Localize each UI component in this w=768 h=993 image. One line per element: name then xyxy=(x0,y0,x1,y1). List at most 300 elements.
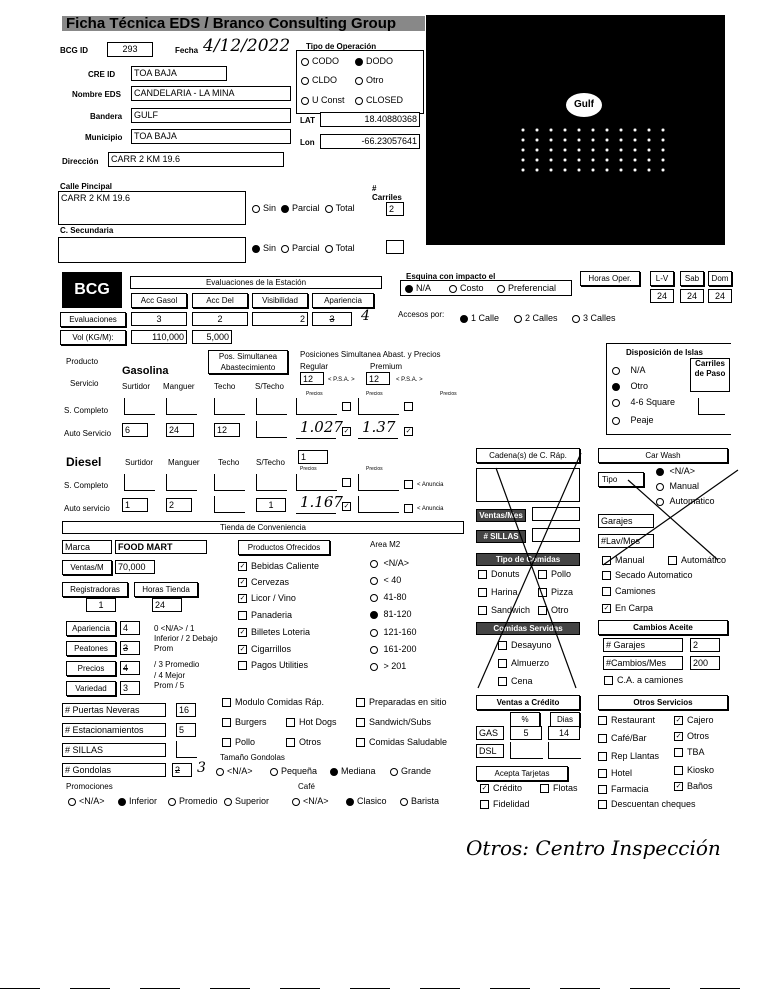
d-sc-precio2[interactable] xyxy=(358,474,399,491)
checkbox-icon xyxy=(602,571,611,580)
cre-id-field[interactable]: TOA BAJA xyxy=(131,66,227,81)
hotel-label: Hotel xyxy=(611,768,633,778)
nombre-eds-label: Nombre EDS xyxy=(72,90,121,99)
dsl-pct-field[interactable] xyxy=(510,742,543,759)
llantas-label: Rep Llantas xyxy=(611,751,660,761)
prod-bebidas[interactable] xyxy=(238,562,319,571)
anuncia-text: < Anuncia xyxy=(417,506,444,513)
s-completo-label: S. Completo xyxy=(64,406,109,415)
gondolas-label: # Gondolas xyxy=(62,763,166,777)
esq-costo[interactable] xyxy=(449,284,484,293)
carriles-label: # Carriles xyxy=(372,184,402,202)
radio-icon xyxy=(370,560,378,568)
otros-farmacia[interactable] xyxy=(598,785,649,794)
checkbox-checked-icon: ✓ xyxy=(239,563,246,571)
prod-licor[interactable] xyxy=(238,594,296,603)
auto-servicio-label: Auto Servicio xyxy=(64,429,112,438)
horas-sab[interactable]: 24 xyxy=(680,289,704,303)
estacionamientos-field[interactable]: 5 xyxy=(176,723,196,737)
op-otro-label: Otro xyxy=(366,75,384,85)
prod-cigarrillos[interactable] xyxy=(238,645,291,654)
neveras-field[interactable]: 16 xyxy=(176,703,196,717)
scale-line-1: 0 <N/A> / 1 Inferior / 2 Debajo Prom xyxy=(154,624,218,653)
cs-parcial[interactable] xyxy=(281,243,320,253)
radio-icon xyxy=(612,399,620,407)
precios-regular-label: Precios xyxy=(306,391,323,397)
canopy-lights xyxy=(516,125,666,175)
islas-otro[interactable] xyxy=(612,382,648,391)
cw-check-secado[interactable] xyxy=(602,571,693,580)
credito-label: Ventas a Crédito xyxy=(476,695,580,710)
islas-peaje-label: Peaje xyxy=(630,415,654,425)
tarjetas-label: Acepta Tarjetas xyxy=(476,766,568,781)
islas-peaje[interactable] xyxy=(612,416,654,425)
islas-na-label: N/A xyxy=(630,365,646,375)
d-sc-manguer[interactable] xyxy=(166,474,197,491)
restaurant-label: Restaurant xyxy=(611,715,656,725)
sc-stecho[interactable] xyxy=(256,398,287,415)
otros-cheques[interactable] xyxy=(598,800,696,809)
area-na[interactable] xyxy=(370,559,409,568)
calle-secundaria-options xyxy=(252,244,355,253)
tarjeta-fidelidad[interactable] xyxy=(480,800,530,809)
op-codo-label: CODO xyxy=(312,56,339,66)
lat-label: LAT xyxy=(300,116,315,125)
op-closed[interactable] xyxy=(355,96,403,105)
promo-inferior-label: Inferior xyxy=(129,796,158,806)
col-acc-del[interactable]: Acc Del xyxy=(192,293,248,308)
calle-principal-field[interactable]: CARR 2 KM 19.6 xyxy=(58,191,246,225)
comida-preparadas[interactable] xyxy=(356,698,447,707)
sc-techo[interactable] xyxy=(214,398,245,415)
carriles-paso-field[interactable] xyxy=(698,398,725,415)
cs-total[interactable] xyxy=(325,243,355,253)
tienda-label: Tienda de Conveniencia xyxy=(62,521,464,534)
checkbox-icon xyxy=(540,784,549,793)
evaluaciones-row-label: Evaluaciones xyxy=(60,312,126,327)
cw-check-camiones[interactable] xyxy=(602,587,656,596)
cp-total[interactable] xyxy=(325,203,355,213)
peatones-field[interactable]: 3 xyxy=(120,641,140,655)
radio-icon xyxy=(301,58,309,66)
col-dom: Dom xyxy=(708,271,732,286)
acc-1[interactable] xyxy=(460,314,499,323)
radio-icon xyxy=(370,629,378,637)
checkbox-checked-icon: ✓ xyxy=(239,646,246,654)
checkbox-icon xyxy=(356,738,365,747)
tamano-grande[interactable] xyxy=(390,767,431,776)
eval-apariencia-correction: 4 xyxy=(361,308,370,324)
gondolas-crossed-field[interactable]: 2 xyxy=(172,763,192,777)
cafe-barista[interactable] xyxy=(400,797,439,806)
nombre-eds-field[interactable]: CANDELARIA - LA MINA xyxy=(131,86,291,101)
area-81-120[interactable] xyxy=(370,610,412,619)
d-sc-surtidor[interactable] xyxy=(124,474,155,491)
d-auto-manguer[interactable]: 2 xyxy=(166,498,192,512)
tba-label: TBA xyxy=(687,747,705,757)
lon-field[interactable]: -66.23057641 xyxy=(320,134,420,149)
acc-1-label: 1 Calle xyxy=(471,313,500,323)
cafe-label: Café xyxy=(298,782,315,791)
radio-icon xyxy=(216,768,224,776)
accesos-label: Accesos por: xyxy=(398,310,445,319)
auto-stecho[interactable] xyxy=(256,421,287,438)
promo-na[interactable] xyxy=(68,797,105,806)
area-na-label: <N/A> xyxy=(383,558,410,568)
radio-icon xyxy=(390,768,398,776)
aceite-garajes-label: # Garajes xyxy=(603,638,683,652)
radio-icon xyxy=(281,245,289,253)
tipo-pizza-label: Pizza xyxy=(551,587,574,597)
eval-acc-gasol[interactable]: 3 xyxy=(131,312,187,326)
radio-selected-icon xyxy=(460,315,468,323)
gas-pct-field[interactable]: 5 xyxy=(510,726,542,740)
sc-manguer[interactable] xyxy=(166,398,197,415)
diesel-psa[interactable]: 1 xyxy=(298,450,328,464)
gas-label: GAS xyxy=(476,726,504,740)
op-otro[interactable] xyxy=(355,76,384,85)
radio-selected-icon xyxy=(252,245,260,253)
horas-oper-button[interactable]: Horas Oper. xyxy=(580,271,640,286)
comida-pollo-label: Pollo xyxy=(235,737,256,747)
col-sab: Sab xyxy=(680,271,704,286)
comida-modulo[interactable] xyxy=(222,698,324,707)
gondolas-hand: 3 xyxy=(197,760,206,776)
dsl-label: DSL xyxy=(476,744,504,758)
radio-icon xyxy=(301,77,309,85)
regular-anuncia-checkbox[interactable]: ✓ xyxy=(343,428,350,435)
radio-icon xyxy=(270,768,278,776)
cena-label: Cena xyxy=(511,676,533,686)
comida-pollo[interactable] xyxy=(222,738,255,747)
promo-na-label: <N/A> xyxy=(79,796,105,806)
cs-sin-label: Sin xyxy=(263,243,277,253)
scale-line-3: / 4 Mejor Prom / 5 xyxy=(154,671,186,690)
promo-promedio[interactable] xyxy=(168,797,218,806)
prod-utilities[interactable] xyxy=(238,661,308,670)
promo-inferior[interactable] xyxy=(118,797,157,806)
area-41-80-label: 41-80 xyxy=(383,592,407,602)
tamano-mediana-label: Mediana xyxy=(341,766,376,776)
radio-icon xyxy=(224,798,232,806)
calle-secundaria-field[interactable] xyxy=(58,237,246,263)
carwash-garajes-label: Garajes xyxy=(598,514,654,528)
cp-parcial[interactable] xyxy=(281,203,320,213)
carriles-secundaria-field[interactable] xyxy=(386,240,404,254)
checkbox-icon xyxy=(286,718,295,727)
carwash-button[interactable]: Car Wash xyxy=(598,448,728,463)
ventas-label: Ventas/M xyxy=(62,560,112,575)
islas-otro-label: Otro xyxy=(630,381,649,391)
precios-tienda-field[interactable]: 4 xyxy=(120,661,140,675)
cafe-barista-label: Barista xyxy=(411,796,440,806)
ventas-field[interactable]: 70,000 xyxy=(115,560,155,574)
op-cldo-label: CLDO xyxy=(312,75,338,85)
esq-preferencial[interactable] xyxy=(497,284,556,293)
radio-icon xyxy=(370,663,378,671)
otros-otros[interactable] xyxy=(674,732,709,741)
cs-sin[interactable] xyxy=(252,243,276,253)
promo-superior[interactable] xyxy=(224,797,269,806)
area-81-120-label: 81-120 xyxy=(383,609,412,619)
d-sc-stecho[interactable] xyxy=(256,474,287,491)
prod-cervezas[interactable] xyxy=(238,578,289,587)
area-201[interactable] xyxy=(370,662,406,671)
tarjeta-fidelidad-label: Fidelidad xyxy=(493,799,530,809)
sc-surtidor[interactable] xyxy=(124,398,155,415)
cp-sin[interactable] xyxy=(252,203,276,213)
variedad-field[interactable]: 3 xyxy=(120,681,140,695)
checkbox-icon xyxy=(598,800,607,809)
cafe-na[interactable] xyxy=(292,797,329,806)
islas-square[interactable] xyxy=(612,398,675,407)
horas-tienda-label: Horas Tienda xyxy=(134,582,198,597)
bcg-logo: BCG xyxy=(62,272,122,308)
comida-hotdogs[interactable] xyxy=(286,718,337,727)
checkbox-icon xyxy=(598,734,607,743)
op-codo[interactable] xyxy=(301,57,339,66)
gulf-sign-logo: Gulf xyxy=(566,93,602,117)
auto-manguer[interactable]: 24 xyxy=(166,423,194,437)
productos-label: Productos Ofrecidos xyxy=(238,540,330,555)
col-visibilidad[interactable]: Visibilidad xyxy=(252,293,308,308)
cadenas-button[interactable]: Cadena(s) de C. Ráp. xyxy=(476,448,580,463)
comida-burgers[interactable] xyxy=(222,718,267,727)
comida-preparadas-label: Preparadas en sitio xyxy=(369,697,447,707)
otros-restaurant[interactable] xyxy=(598,716,655,725)
auto-surtidor[interactable]: 6 xyxy=(122,423,148,437)
eval-visibilidad[interactable]: 2 xyxy=(252,312,308,326)
col-stecho: S/Techo xyxy=(255,382,284,391)
checkbox-icon[interactable] xyxy=(404,480,413,489)
direccion-field[interactable]: CARR 2 KM 19.6 xyxy=(108,152,284,167)
d-auto-techo[interactable] xyxy=(214,496,245,513)
prod-loteria[interactable] xyxy=(238,628,310,637)
precios-right-label: Precios xyxy=(440,391,457,397)
horas-lv[interactable]: 24 xyxy=(650,289,674,303)
acc-2[interactable] xyxy=(514,314,558,323)
diesel-s-completo-label: S. Completo xyxy=(64,481,109,490)
comida-saludable[interactable] xyxy=(356,738,447,747)
checkbox-icon xyxy=(238,661,247,670)
checkbox-icon xyxy=(598,716,607,725)
otros-hotel[interactable] xyxy=(598,769,632,778)
comida-otros[interactable] xyxy=(286,738,321,747)
aceite-garajes-field[interactable]: 2 xyxy=(690,638,720,652)
sillas-cadena-label: # SILLAS xyxy=(476,530,526,543)
op-uconst[interactable] xyxy=(301,96,345,105)
aceite-cambios-label: #Cambios/Mes xyxy=(603,656,683,670)
diesel-auto-label: Auto servicio xyxy=(64,504,110,513)
regular-psa[interactable]: 12 xyxy=(300,372,324,385)
cw-na-label: <N/A> xyxy=(669,466,696,476)
registradoras-field[interactable]: 1 xyxy=(86,598,116,612)
marca-field[interactable]: FOOD MART xyxy=(115,540,207,554)
otros-cafebar[interactable] xyxy=(598,734,647,743)
premium-psa[interactable]: 12 xyxy=(366,372,390,385)
cw-check-carpa[interactable] xyxy=(602,604,653,613)
auto-techo[interactable]: 12 xyxy=(214,423,240,437)
carwash-tipo-label: Tipo xyxy=(598,472,644,487)
pos-simultanea-button[interactable]: Pos. Simultanea Abastecimiento xyxy=(208,350,288,374)
radio-icon xyxy=(370,646,378,654)
area-41-80[interactable] xyxy=(370,593,407,602)
aceite-camiones[interactable] xyxy=(604,676,683,685)
promociones-label: Promociones xyxy=(66,782,113,791)
cp-parcial-label: Parcial xyxy=(292,203,320,213)
esq-pref-label: Preferencial xyxy=(508,283,557,293)
cadenas-crossout-mark xyxy=(476,448,586,693)
d-auto-surtidor[interactable]: 1 xyxy=(122,498,148,512)
tipo-comidas-label: Tipo de Comidas xyxy=(476,553,580,566)
anuncia-text: < Anuncia xyxy=(417,482,444,489)
diesel-label: Diesel xyxy=(66,455,102,469)
d-auto-anuncia-label xyxy=(404,504,444,513)
sc-regular-anuncia-checkbox[interactable] xyxy=(342,402,351,411)
tamano-na[interactable] xyxy=(216,767,253,776)
islas-square-label: 4-6 Square xyxy=(630,397,676,407)
sc-premium-precio[interactable] xyxy=(358,398,399,415)
col-manguer: Manguer xyxy=(163,382,195,391)
radio-icon xyxy=(514,315,522,323)
cafe-clasico[interactable] xyxy=(346,797,387,806)
neveras-label: # Puertas Neveras xyxy=(62,703,166,717)
cw-secado-label: Secado Automatico xyxy=(615,570,693,580)
tipo-donuts-label: Donuts xyxy=(491,569,520,579)
municipio-field[interactable]: TOA BAJA xyxy=(131,129,291,144)
apariencia-field[interactable]: 4 xyxy=(120,621,140,635)
diesel-col-manguer: Manguer xyxy=(168,458,200,467)
registradoras-label: Registradoras xyxy=(62,582,128,597)
eval-apariencia[interactable]: 3 xyxy=(312,312,352,326)
eval-acc-del[interactable]: 2 xyxy=(192,312,248,326)
comida-modulo-label: Modulo Comidas Ráp. xyxy=(235,697,325,707)
vol-gasol-field[interactable]: 110,000 xyxy=(131,330,187,344)
col-apariencia[interactable]: Apariencia xyxy=(312,293,374,308)
fecha-label: Fecha xyxy=(175,46,199,55)
otros-tba[interactable] xyxy=(674,748,705,757)
checkbox-icon xyxy=(480,800,489,809)
radio-icon xyxy=(572,315,580,323)
apariencia-label: Apariencia xyxy=(66,621,116,636)
radio-selected-icon xyxy=(370,611,378,619)
op-cldo[interactable] xyxy=(301,76,337,85)
prod-cigarrillos-label: Cigarrillos xyxy=(251,644,292,654)
prod-panaderia[interactable] xyxy=(238,611,292,620)
tamano-mediana[interactable] xyxy=(330,767,376,776)
gas-dias-field[interactable]: 14 xyxy=(548,726,580,740)
area-121-160[interactable] xyxy=(370,628,417,637)
tamano-label: Tamaño Gondolas xyxy=(220,753,285,762)
tarjeta-flotas[interactable] xyxy=(540,784,578,793)
bandera-field[interactable]: GULF xyxy=(131,108,291,123)
sillas-tienda-label: # SILLAS xyxy=(62,743,166,757)
municipio-label: Municipio xyxy=(85,133,123,142)
d-sc-techo[interactable] xyxy=(214,474,245,491)
esquina-label: Esquina con impacto el xyxy=(406,272,496,281)
otros-cajero[interactable] xyxy=(674,716,714,725)
horas-tienda-field[interactable]: 24 xyxy=(152,598,182,612)
form-title: Ficha Técnica EDS / Branco Consulting Group xyxy=(62,16,425,31)
carriles-field[interactable]: 2 xyxy=(386,202,404,216)
otros-llantas[interactable] xyxy=(598,752,659,761)
col-surtidor: Surtidor xyxy=(122,382,151,391)
area-label: Area M2 xyxy=(370,540,401,549)
otros-banos[interactable] xyxy=(674,782,713,791)
bcg-id-field[interactable]: 293 xyxy=(107,42,153,57)
d-sc-precio[interactable] xyxy=(296,474,337,491)
tamano-pequena[interactable] xyxy=(270,767,317,776)
prod-cervezas-label: Cervezas xyxy=(251,577,290,587)
op-dodo[interactable] xyxy=(355,57,393,66)
calle-principal-options xyxy=(252,204,355,213)
regular-label: Regular xyxy=(300,362,329,371)
islas-na[interactable] xyxy=(612,366,646,375)
producto-label: Producto xyxy=(66,357,99,366)
comida-burgers-label: Burgers xyxy=(235,717,267,727)
sc-regular-precio[interactable] xyxy=(296,398,337,415)
prod-utilities-label: Pagos Utilities xyxy=(251,660,309,670)
esq-na[interactable] xyxy=(405,284,431,293)
tarjeta-credito[interactable] xyxy=(480,784,522,793)
comida-sandwich[interactable] xyxy=(356,718,431,727)
radio-icon xyxy=(370,594,378,602)
tamano-pequena-label: Pequeña xyxy=(281,766,318,776)
area-40[interactable] xyxy=(370,576,401,585)
esq-costo-label: Costo xyxy=(460,283,484,293)
radio-selected-icon xyxy=(355,58,363,66)
operacion-label: Tipo de Operación xyxy=(306,42,377,51)
precios-tienda-label: Precios xyxy=(66,661,116,676)
acc-3[interactable] xyxy=(572,314,616,323)
tipo-harina-label: Harina xyxy=(491,587,518,597)
promo-promedio-label: Promedio xyxy=(179,796,218,806)
diesel-precio-hand: 1.167 xyxy=(300,493,343,511)
horas-dom[interactable]: 24 xyxy=(708,289,732,303)
tarjeta-credito-label: Crédito xyxy=(493,783,523,793)
marca-label: Marca xyxy=(62,540,112,554)
diesel-anuncia-checkbox[interactable]: ✓ xyxy=(343,503,350,510)
vol-del-field[interactable]: 5,000 xyxy=(192,330,232,344)
desayuno-label: Desayuno xyxy=(511,640,552,650)
sillas-tienda-field[interactable] xyxy=(176,741,197,758)
checkbox-checked-icon: ✓ xyxy=(239,579,246,587)
comida-saludable-label: Comidas Saludable xyxy=(369,737,448,747)
checkbox-icon xyxy=(222,718,231,727)
sc-premium-anuncia-checkbox[interactable] xyxy=(404,402,413,411)
aceite-cambios-field[interactable]: 200 xyxy=(690,656,720,670)
otros-servicios-label: Otros Servicios xyxy=(598,695,728,710)
acc-2-label: 2 Calles xyxy=(525,313,558,323)
premium-anuncia-checkbox[interactable]: ✓ xyxy=(405,428,412,435)
acc-3-label: 3 Calles xyxy=(583,313,616,323)
col-acc-gasol[interactable]: Acc Gasol xyxy=(131,293,187,308)
cw-manual-label: Manual xyxy=(669,481,700,491)
d-sc-anuncia-checkbox[interactable] xyxy=(342,478,351,487)
carwash-lav-label: #Lav/Mes xyxy=(598,534,654,548)
area-161-200[interactable] xyxy=(370,645,417,654)
checkbox-icon xyxy=(604,676,613,685)
d-auto-stecho[interactable]: 1 xyxy=(256,498,286,512)
checkbox-icon[interactable] xyxy=(404,504,413,513)
lat-field[interactable]: 18.40880368 xyxy=(320,112,420,127)
otros-kiosko[interactable] xyxy=(674,766,714,775)
radio-selected-icon xyxy=(346,798,354,806)
aceite-camiones-label: C.A. a camiones xyxy=(617,675,684,685)
d-auto-precio2[interactable] xyxy=(358,496,399,513)
credito-dias-label: Dias xyxy=(550,712,580,727)
dsl-dias-field[interactable] xyxy=(548,742,581,759)
